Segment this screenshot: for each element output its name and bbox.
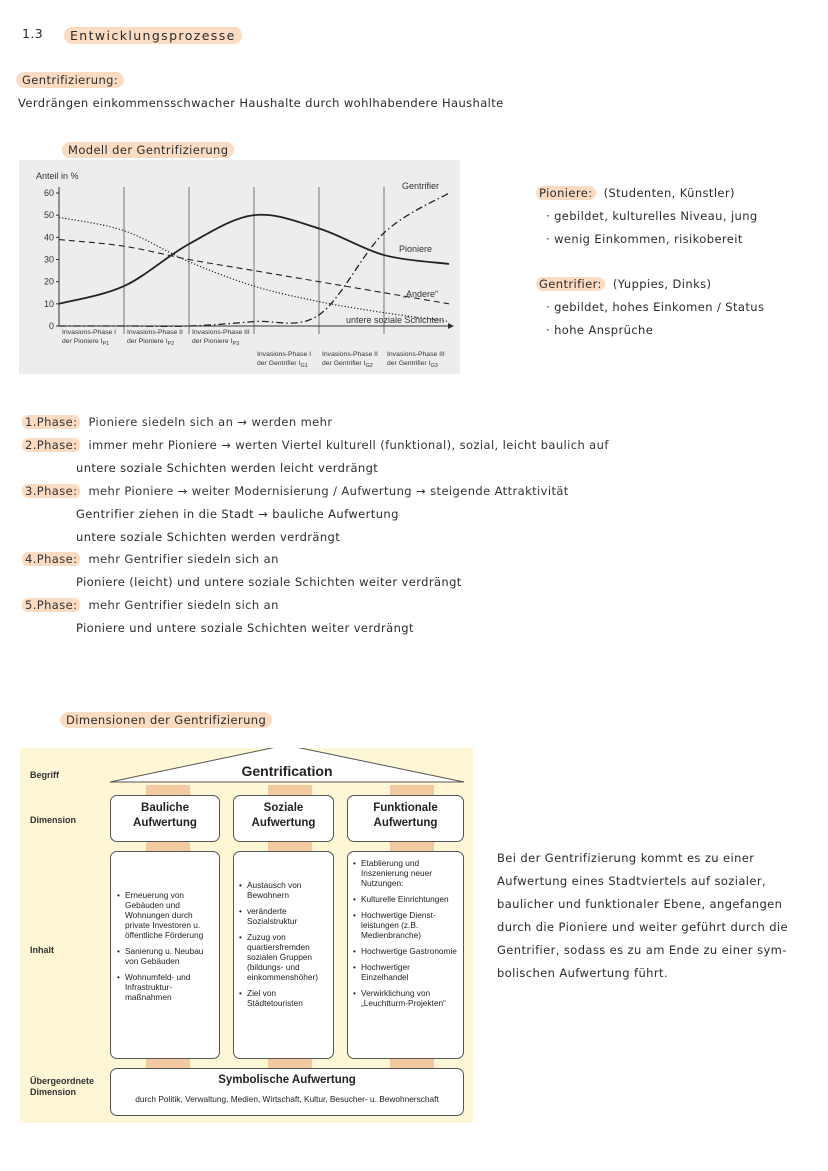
summary-line: Bei der Gentrifizierung kommt es zu einer xyxy=(497,851,755,865)
definition-text: Verdrängen einkommensschwacher Haushalte durch wohlhabendere Haushalte xyxy=(18,96,504,110)
gentrifier-point-1: · gebildet, hohes Einkomen / Status xyxy=(546,300,765,314)
dimension-funktionale xyxy=(347,795,464,842)
pillar-connector xyxy=(146,842,190,851)
pillar-connector xyxy=(268,785,312,795)
pillar-connector xyxy=(146,785,190,795)
list-item: • Verwirklichung von „Leuchtturm-Projekten“ xyxy=(353,988,458,1008)
phase-label-1-line-2: der Pioniere $I_{P1}$ xyxy=(62,338,110,347)
y-tick-label: 40 xyxy=(43,232,54,243)
list-item: • Wohnumfeld- und Infrastruktur-maßnahmen xyxy=(117,972,213,1002)
gentrifier-term: Gentrifier: xyxy=(536,277,605,291)
chart-svg xyxy=(19,160,460,374)
section-number: 1.3 xyxy=(22,26,44,41)
summary-line: Aufwertung eines Stadtviertels auf sozialer, xyxy=(497,874,767,888)
list-item: • Zuzug von quartiersfremden sozialen Gruppen (bildungs- und einkommenshöher) xyxy=(239,932,328,982)
base-symbolische-aufwertung xyxy=(110,1068,464,1116)
list-item: • veränderte Sozialstruktur xyxy=(239,906,328,926)
dimension-bauliche xyxy=(110,795,220,842)
dimensions-heading: Dimensionen der Gentrifizierung xyxy=(60,712,272,728)
phase-2-line-1: immer mehr Pioniere → werten Viertel kulturell (funktional), sozial, leicht baulich auf xyxy=(88,438,609,452)
phase-4 xyxy=(22,552,279,566)
phase-label-3-line-1: Invasions-Phase III xyxy=(192,329,250,336)
content-bauliche xyxy=(110,851,220,1059)
summary-line: bolischen Aufwertung führt. xyxy=(497,966,668,980)
row-label-begriff: Begriff xyxy=(30,770,59,780)
gentrifier-paren: (Yuppies, Dinks) xyxy=(612,277,712,291)
phase-4-label: 4.Phase: xyxy=(22,552,80,566)
x-axis-arrow xyxy=(448,323,454,329)
base-title: Symbolische Aufwertung xyxy=(218,1074,356,1086)
pillar-connector xyxy=(146,1059,190,1068)
phase-2 xyxy=(22,438,609,452)
y-tick-label: 10 xyxy=(43,298,54,309)
gentrification-model-chart xyxy=(19,160,460,374)
list-item: • Kulturelle Einrichtungen xyxy=(353,894,458,904)
series-label-andere: „Andere“ xyxy=(403,289,439,299)
y-axis-label: Anteil in % xyxy=(36,171,79,181)
bauliche-head-1: Bauliche xyxy=(141,802,189,814)
phase-label-2-line-2: der Pioniere $I_{P2}$ xyxy=(127,338,175,347)
phase-5-line-2: Pioniere und untere soziale Schichten weiter verdrängt xyxy=(76,621,414,635)
phase-3-label: 3.Phase: xyxy=(22,484,80,498)
phase-4-line-2: Pioniere (leicht) und untere soziale Schichten weiter verdrängt xyxy=(76,575,462,589)
phase-1-line-1: Pioniere siedeln sich an → werden mehr xyxy=(88,415,333,429)
list-item: • Etablierung und Inszenierung neuer Nutzungen: xyxy=(353,858,458,888)
model-heading: Modell der Gentrifizierung xyxy=(62,142,234,158)
phase-3-line-2: Gentrifier ziehen in die Stadt → bauliche Aufwertung xyxy=(76,507,399,521)
pioniere-point-1: · gebildet, kulturelles Niveau, jung xyxy=(546,209,758,223)
phase-2-label: 2.Phase: xyxy=(22,438,80,452)
pioniere-term: Pioniere: xyxy=(536,186,596,200)
bauliche-head-2: Aufwertung xyxy=(133,817,197,829)
phase-1-label: 1.Phase: xyxy=(22,415,80,429)
phase-label-1-line-1: Invasions-Phase I xyxy=(62,329,117,336)
content-soziale xyxy=(233,851,334,1059)
phase-label-2-line-1: Invasions-Phase II xyxy=(127,329,183,336)
list-item: • Hochwertiger Einzelhandel xyxy=(353,962,458,982)
y-tick-label: 50 xyxy=(43,210,54,221)
phase-5 xyxy=(22,598,279,612)
phase-label-6-line-1: Invasions-Phase III xyxy=(387,351,445,358)
soziale-head-2: Aufwertung xyxy=(251,817,316,829)
content-funktionale xyxy=(347,851,464,1059)
funktionale-head-2: Aufwertung xyxy=(373,817,438,829)
summary-line: Gentrifier, sodass es zu am Ende zu einer sym- xyxy=(497,943,787,957)
phase-3 xyxy=(22,484,569,498)
phase-2-line-2: untere soziale Schichten werden leicht verdrängt xyxy=(76,461,379,475)
y-tick-label: 0 xyxy=(48,321,54,331)
list-item: • Austausch von Bewohnern xyxy=(239,880,328,900)
definition-term: Gentrifizierung: xyxy=(16,72,124,88)
series-label-pioniere: Pioniere xyxy=(399,244,433,254)
phase-3-line-3: untere soziale Schichten werden verdrängt xyxy=(76,530,341,544)
pillar-connector xyxy=(268,1059,312,1068)
pillar-connector xyxy=(390,842,434,851)
phase-label-3-line-2: der Pioniere $I_{P3}$ xyxy=(192,338,240,347)
row-label-uebergeordnet-2: Dimension xyxy=(30,1087,77,1097)
phase-4-line-1: mehr Gentrifier siedeln sich an xyxy=(88,552,279,566)
list-item: • Hochwertige Dienst-leistungen (z.B. Medienbranche) xyxy=(353,910,458,940)
section-title: Entwicklungsprozesse xyxy=(64,27,242,44)
row-label-inhalt: Inhalt xyxy=(30,945,54,955)
series-label-untere-schichten: untere soziale Schichten xyxy=(345,315,444,325)
bauliche-list xyxy=(117,890,213,1002)
phase-label-4-line-2: der Gentrifier $I_{G1}$ xyxy=(257,360,308,369)
list-item: • Ziel von Städtetouristen xyxy=(239,988,328,1008)
phase-5-line-1: mehr Gentrifier siedeln sich an xyxy=(88,598,279,612)
y-tick-label: 20 xyxy=(43,276,54,287)
phase-label-5-line-1: Invasions-Phase II xyxy=(322,351,378,358)
summary-line: baulicher und funktionaler Ebene, angefangen xyxy=(497,897,783,911)
soziale-list xyxy=(239,880,328,1008)
summary-text xyxy=(497,847,788,985)
gentrifier-note xyxy=(536,277,711,291)
list-item: • Erneuerung von Gebäuden und Wohnungen durch private Investoren u. öffentliche Förderung xyxy=(117,890,213,940)
row-label-uebergeordnet-1: Übergeordnete xyxy=(30,1076,95,1086)
dimensions-diagram xyxy=(20,748,473,1123)
funktionale-head-1: Funktionale xyxy=(373,802,438,814)
funktionale-list xyxy=(353,858,458,1008)
gentrifier-point-2: · hohe Ansprüche xyxy=(546,323,654,337)
row-label-dimension: Dimension xyxy=(30,815,77,825)
phase-label-4-line-1: Invasions-Phase I xyxy=(257,351,312,358)
summary-line: durch die Pioniere und weiter geführt durch die xyxy=(497,920,789,934)
list-item: • Sanierung u. Neubau von Gebäuden xyxy=(117,946,213,966)
base-text: durch Politik, Verwaltung, Medien, Wirtschaft, Kultur, Besucher- u. Bewohnerschaft xyxy=(135,1094,439,1104)
series-label-gentrifier: Gentrifier xyxy=(402,181,440,191)
pioniere-paren: (Studenten, Künstler) xyxy=(603,186,735,200)
phase-5-label: 5.Phase: xyxy=(22,598,80,612)
list-item: • Hochwertige Gastronomie xyxy=(353,946,458,956)
soziale-head-1: Soziale xyxy=(263,802,304,814)
phase-1 xyxy=(22,415,332,429)
phase-3-line-1: mehr Pioniere → weiter Modernisierung / Aufwertung → steigende Attraktivität xyxy=(88,484,569,498)
pioniere-note xyxy=(536,186,735,200)
pillar-connector xyxy=(268,842,312,851)
pillar-connector xyxy=(390,785,434,795)
y-tick-label: 60 xyxy=(43,188,54,198)
dimension-soziale xyxy=(233,795,334,842)
pioniere-point-2: · wenig Einkommen, risikobereit xyxy=(546,232,743,246)
phase-label-5-line-2: der Gentrifier $I_{G2}$ xyxy=(322,360,373,369)
pillar-connector xyxy=(390,1059,434,1068)
phase-label-6-line-2: der Gentrifier $I_{G3}$ xyxy=(387,360,438,369)
y-tick-label: 30 xyxy=(43,254,54,265)
roof-title: Gentrification xyxy=(241,763,333,779)
